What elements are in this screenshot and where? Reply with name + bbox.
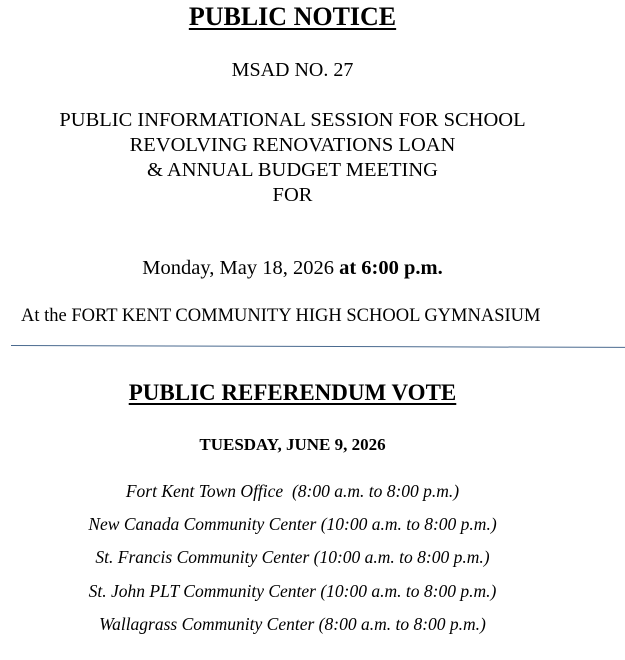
polling-place: St. John PLT Community Center (10:00 a.m. to 8:00 p.m.) [88,580,497,601]
polling-places-list [0,480,585,646]
session-line: & ANNUAL BUDGET MEETING [147,159,438,181]
meeting-location: At the FORT KENT COMMUNITY HIGH SCHOOL GYMNASIUM [21,306,541,326]
session-line: PUBLIC INFORMATIONAL SESSION FOR SCHOOL [59,109,526,131]
session-line: FOR [272,184,313,206]
meeting-date: Monday, May 18, 2026 [142,257,334,279]
meeting-time: at 6:00 p.m. [339,257,443,279]
meeting-datetime [0,257,585,280]
referendum-title: PUBLIC REFERENDUM VOTE [128,380,457,405]
polling-place: Fort Kent Town Office (8:00 a.m. to 8:00 p.m.) [125,481,460,501]
notice-title: PUBLIC NOTICE [188,2,397,31]
section-divider [11,345,625,348]
district-name: MSAD NO. 27 [231,59,354,81]
polling-place: New Canada Community Center (10:00 a.m. to 8:00 p.m.) [88,514,497,535]
polling-place: Wallagrass Community Center (8:00 a.m. to 8:00 p.m.) [99,613,486,634]
session-line: REVOLVING RENOVATIONS LOAN [129,134,456,156]
session-description [0,108,585,208]
polling-place: St. Francis Community Center (10:00 a.m. to 8:00 p.m.) [95,547,490,568]
referendum-date: TUESDAY, JUNE 9, 2026 [199,435,386,454]
